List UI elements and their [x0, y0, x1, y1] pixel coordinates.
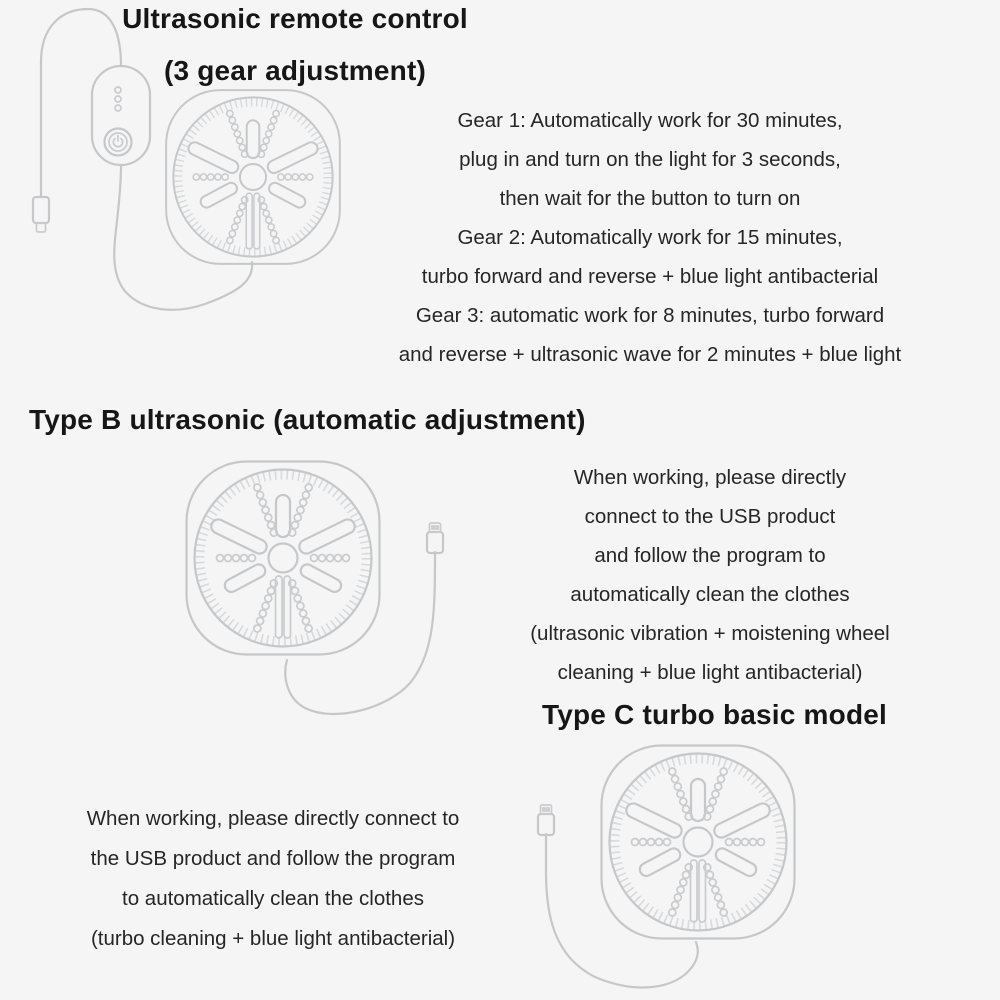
- usb-plug-icon: [33, 197, 49, 232]
- type-b-section-title: Type B ultrasonic (automatic adjustment): [29, 404, 586, 435]
- usb-plug-icon: [538, 805, 554, 835]
- type-b-description-text: [455, 458, 965, 692]
- text-line: When working, please directly connect to: [86, 807, 460, 830]
- type-b-washer-illustration: [130, 438, 465, 738]
- remote-section-title-line2: (3 gear adjustment): [163, 55, 427, 86]
- washer-disc-b: [187, 462, 380, 655]
- text-line: the USB product and follow the program: [90, 847, 456, 870]
- text-line: cleaning + blue light antibacterial): [557, 661, 863, 684]
- text-line: and reverse + ultrasonic wave for 2 minutes + blue light: [398, 343, 902, 366]
- text-line: Gear 3: automatic work for 8 minutes, turbo forward: [415, 304, 885, 327]
- text-line: and follow the program to: [594, 544, 826, 567]
- washer-disc-a: [166, 90, 340, 264]
- usb-plug-icon: [427, 523, 443, 553]
- washer-disc-c: [602, 746, 795, 939]
- text-line: plug in and turn on the light for 3 seconds,: [459, 148, 841, 171]
- power-button-icon: [105, 129, 132, 156]
- text-line: When working, please directly: [573, 466, 847, 489]
- text-line: (turbo cleaning + blue light antibacterial): [90, 927, 456, 950]
- text-line: automatically clean the clothes: [570, 583, 850, 606]
- type-c-washer-illustration: [510, 722, 830, 1000]
- text-line: Gear 1: Automatically work for 30 minutes,: [457, 109, 843, 132]
- text-line: connect to the USB product: [584, 505, 836, 528]
- gear-description-text: [365, 101, 935, 374]
- remote-usb-cable: [41, 9, 121, 197]
- remote-section-title-line1: Ultrasonic remote control: [122, 3, 468, 34]
- text-line: (ultrasonic vibration + moistening wheel: [530, 622, 890, 645]
- type-b-cable: [285, 552, 435, 714]
- text-line: turbo forward and reverse + blue light antibacterial: [421, 265, 879, 288]
- text-line: to automatically clean the clothes: [122, 887, 424, 910]
- type-c-description-text: [18, 799, 528, 959]
- indicator-lights-icon: [115, 87, 121, 111]
- text-line: then wait for the button to turn on: [499, 187, 801, 210]
- text-line: Gear 2: Automatically work for 15 minutes,: [457, 226, 843, 249]
- type-c-section-title: Type C turbo basic model: [542, 699, 887, 730]
